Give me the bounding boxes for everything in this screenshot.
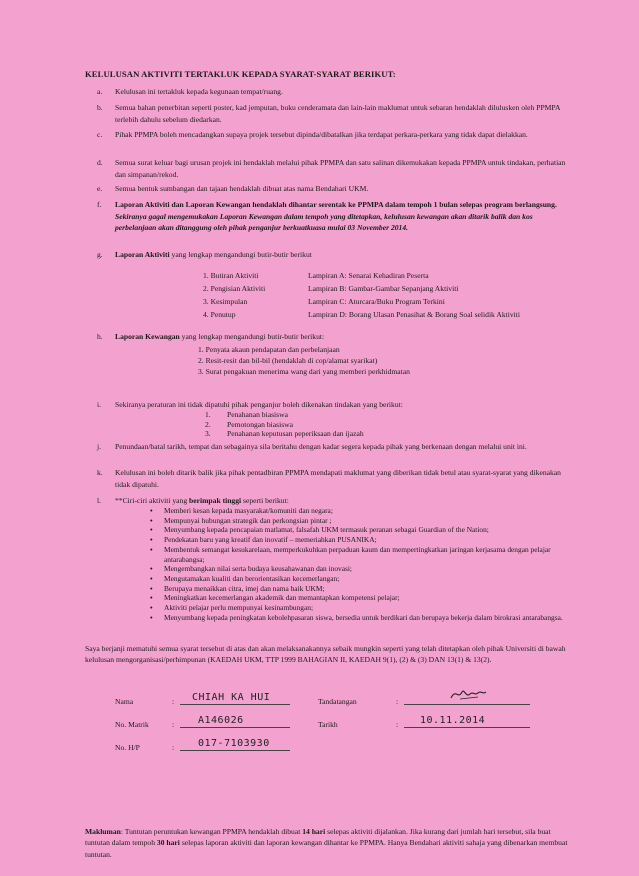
- report-appendix-item: Lampiran B: Gambar-Gambar Sepanjang Aktiviti: [308, 284, 459, 293]
- item-text: Penundaan/batal tarikh, tempat dan sebagainya sila beritahu dengan kadar segera kepada pihak yang berkenaan dengan melalui unit ini.: [115, 442, 527, 451]
- report-content-item: 3. Kesimpulan: [203, 297, 248, 306]
- report-appendix-item: Lampiran D: Borang Ulasan Penasihat & Borang Soal selidik Aktiviti: [308, 310, 520, 319]
- bullet-item: • Aktiviti pelajar perlu mempunyai kesinambungan;: [150, 603, 570, 613]
- condition-b: [97, 102, 570, 125]
- action-item: 1. Penahanan biasiswa: [205, 410, 288, 419]
- date-value: 10.11.2014: [420, 715, 486, 726]
- name-label: Nama: [115, 697, 134, 706]
- phone-label: No. H/P: [115, 743, 140, 752]
- finance-item: 3. Surat pengakuan menerima wang dari yang memberi perkhidmatan: [198, 367, 410, 376]
- signature-mark: [448, 686, 488, 702]
- condition-e: [97, 183, 570, 195]
- notice: [85, 826, 570, 860]
- matric-value: A146026: [198, 715, 244, 726]
- item-marker: l.: [97, 496, 102, 505]
- item-text: Kelulusan ini boleh ditarik balik jika pihak pentadbiran PPMPA mendapati maklumat yang diberikan tidak betul atau syarat-syarat yang dikenakan tidak dipatuhi.: [115, 468, 561, 489]
- item-marker: b.: [97, 103, 103, 112]
- declaration: Saya berjanji mematuhi semua syarat tersebut di atas dan akan melaksanakannya sebaik mungkin seperti yang telah ditetapkan oleh pihak Universiti di bawah kelulusan mengorganisasi/perhimpunan (KAEDAH UKM, TTP 1999 BAHAGIAN II, KAEDAH 9(1), (2) & (3) DAN 13(1) & 13(2).: [85, 644, 566, 665]
- item-marker: f.: [97, 200, 102, 209]
- page-title: KELULUSAN AKTIVITI TERTAKLUK KEPADA SYARAT-SYARAT BERIKUT:: [85, 69, 396, 79]
- condition-l: [97, 495, 570, 507]
- colon: :: [172, 697, 175, 706]
- report-content-item: 1. Butiran Aktiviti: [203, 271, 259, 280]
- condition-j: [97, 441, 570, 453]
- action-list: [205, 410, 364, 439]
- item-text: Sekiranya peraturan ini tidak dipatuhi pihak penganjur boleh dikenakan tindakan yang berikut:: [115, 400, 403, 409]
- item-marker: j.: [97, 442, 102, 451]
- action-item: 3. Penahanan keputusan peperiksaan dan ijazah: [205, 429, 364, 438]
- finance-item: 2. Resit-resit dan bil-bil (hendaklah di cop/alamat syarikat): [198, 356, 378, 365]
- signature-label: Tandatangan: [318, 697, 357, 706]
- condition-k: [97, 467, 570, 490]
- item-text-bold: Laporan Kewangan: [115, 332, 180, 341]
- report-appendix-right: [308, 269, 520, 321]
- condition-h: [97, 331, 570, 343]
- item-text: Pihak PPMPA boleh mencadangkan supaya projek tersebut dipinda/dibatalkan jika terdapat perkara-perkara yang tidak dapat dielakkan.: [115, 130, 528, 139]
- notice-days: 30 hari: [156, 838, 180, 848]
- bullet-item: • Meningkatkan kecemerlangan akademik dan memantapkan kompetensi pelajar;: [150, 593, 570, 603]
- report-appendix-item: Lampiran A: Senarai Kehadiran Peserta: [308, 271, 429, 280]
- bullet-item: • Mengembangkan nilai serta budaya keusahawanan dan inovasi;: [150, 564, 570, 574]
- impact-bullets: [150, 506, 570, 622]
- notice-text: selepas laporan aktiviti dan laporan kewangan dihantar ke PPMPA. Hanya Bendahari aktiviti sahaja yang dibenarkan membuat tuntutan.: [85, 838, 568, 859]
- condition-c: [97, 129, 570, 141]
- report-content-item: 2. Pengisian Aktiviti: [203, 284, 266, 293]
- item-marker: h.: [97, 332, 103, 341]
- signature-field[interactable]: [404, 688, 530, 705]
- item-text: **Ciri-ciri aktiviti yang: [115, 496, 190, 505]
- bullet-item: • Mengutamakan kualiti dan berorientasikan kecemerlangan;: [150, 574, 570, 584]
- matric-field[interactable]: [180, 711, 290, 728]
- date-label: Tarikh: [318, 720, 338, 729]
- matric-label: No. Matrik: [115, 720, 149, 729]
- item-marker: d.: [97, 158, 103, 167]
- item-marker: a.: [97, 87, 103, 96]
- item-text: yang lengkap mengandungi butir-butir berikut:: [179, 332, 325, 341]
- name-field[interactable]: [180, 688, 290, 705]
- item-marker: c.: [97, 130, 103, 139]
- colon: :: [396, 720, 399, 729]
- condition-f: [97, 199, 570, 234]
- item-text-italic: Sekiranya gagal mengemukakan Laporan Kewangan dalam tempoh yang ditetapkan, kelulusan kewangan akan ditarik balik dan kos perbelanjaan akan ditanggung oleh pihak penganjur berkuatkuasa mulai 03 November 2014.: [115, 211, 533, 232]
- item-marker: g.: [97, 250, 103, 259]
- item-marker: i.: [97, 400, 102, 409]
- condition-d: [97, 157, 570, 180]
- item-text: seperti berikut:: [241, 496, 289, 505]
- report-appendix-item: Lampiran C: Aturcara/Buku Program Terkini: [308, 297, 445, 306]
- colon: :: [172, 720, 175, 729]
- condition-a: [97, 86, 570, 98]
- action-item: 2. Pemotongan biasiswa: [205, 419, 294, 429]
- item-text: Kelulusan ini tertakluk kepada kegunaan tempat/ruang.: [115, 87, 283, 96]
- report-content-item: 4. Penutup: [203, 310, 236, 319]
- condition-g: [97, 249, 570, 261]
- bullet-item: • Berupaya menaikkan citra, imej dan nama baik UKM;: [150, 584, 570, 594]
- item-marker: k.: [97, 468, 103, 477]
- item-text-bold: Laporan Aktiviti dan Laporan Kewangan hendaklah dihantar serentak ke PPMPA dalam tempoh 1 bulan selepas program berlangsung.: [115, 200, 557, 209]
- item-text: Semua bentuk sumbangan dan tajaan hendaklah dibuat atas nama Bendahari UKM.: [115, 184, 369, 193]
- item-text-bold: berimpak tinggi: [189, 496, 242, 505]
- finance-item: 1. Penyata akaun pendapatan dan perbelanjaan: [198, 345, 340, 354]
- notice-days: 14 hari: [302, 827, 326, 836]
- item-text-bold: Laporan Aktiviti: [115, 250, 170, 259]
- colon: :: [396, 697, 399, 706]
- bullet-item: • Membentuk semangat kesukarelaan, memperkukuhkan perpaduan kaum dan mempertingkatkan jaringan kerjasama dengan pelajar antarabangsa;: [150, 545, 570, 564]
- bullet-item: • Pendekatan baru yang kreatif dan inovatif – memeriahkan PUSANIKA;: [150, 535, 570, 545]
- notice-text: selepas aktiviti dijalankan. Jika kurang dari jumlah hari tersebut, sila buat tuntutan dalam tempoh: [85, 827, 551, 848]
- item-marker: e.: [97, 184, 103, 193]
- colon: :: [172, 743, 175, 752]
- notice-label: Makluman: [85, 827, 121, 836]
- condition-i: [97, 399, 570, 411]
- bullet-item: • Menyumbang kepada peningkatan kebolehpasaran siswa, bersedia untuk berdikari dan berupaya bekerja dalam birokrasi antarabangsa.: [150, 613, 570, 623]
- notice-text: : Tuntutan peruntukan kewangan PPMPA hendaklah dibuat: [120, 827, 303, 836]
- bullet-item: • Memberi kesan kepada masyarakat/komuniti dan negara;: [150, 506, 570, 516]
- phone-value: 017-7103930: [198, 738, 270, 749]
- item-text: yang lengkap mengandungi butir-butir berikut: [169, 250, 312, 259]
- bullet-item: • Menyumbang kepada pencapaian matlamat, falsafah UKM termasuk peranan sebagai Guardian of the Nation;: [150, 525, 570, 535]
- bullet-item: • Mempunyai hubungan strategik dan perkongsian pintar ;: [150, 516, 570, 526]
- date-field[interactable]: [404, 711, 530, 728]
- name-value: CHIAH KA HUI: [192, 692, 271, 703]
- report-contents-left: [203, 269, 265, 321]
- phone-field[interactable]: [180, 734, 290, 751]
- finance-list: [198, 344, 410, 377]
- item-text: Semua surat keluar bagi urusan projek ini hendaklah melalui pihak PPMPA dan satu salinan dikemukakan kepada PPMPA untuk tindakan, perhatian dan simpanan/rekod.: [115, 158, 566, 179]
- item-text: Semua bahan penerbitan seperti poster, kad jemputan, buku cenderamata dan lain-lain maklumat untuk sebaran hendaklah dilulusken oleh PPMPA terlebih dahulu sebelum diedarkan.: [115, 103, 561, 124]
